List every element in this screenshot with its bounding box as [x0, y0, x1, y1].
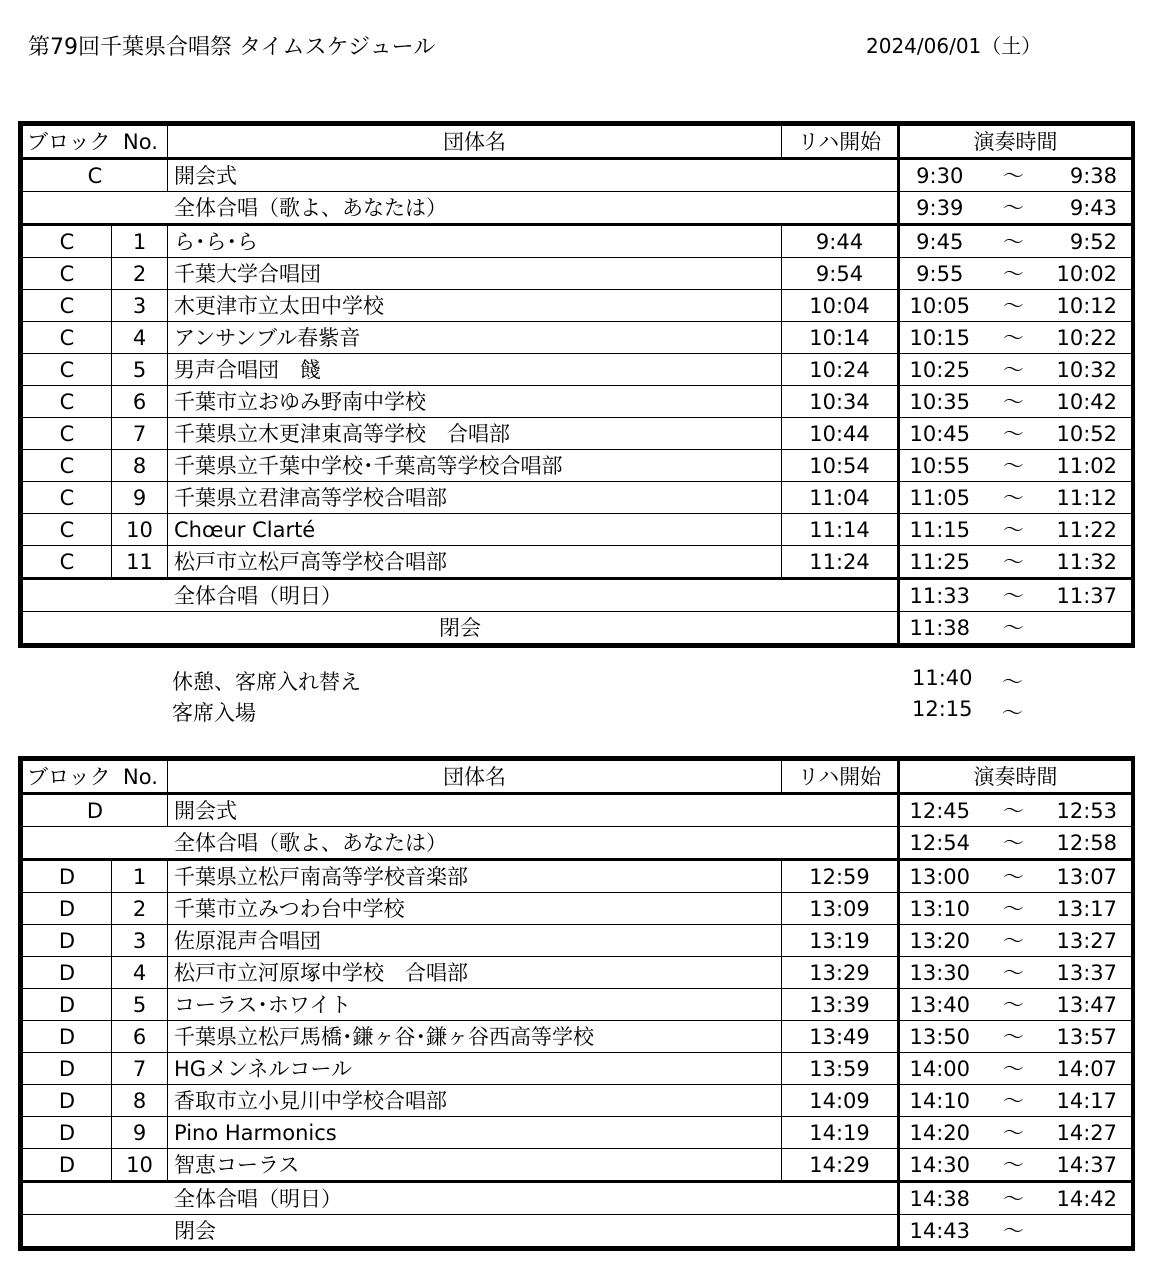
group-row [23, 1053, 1132, 1085]
tilde-mark: ～ [980, 192, 1048, 225]
end-time: 10:52 [1048, 418, 1132, 450]
group-block: D [23, 860, 112, 893]
group-name: 千葉県立君津高等学校合唱部 [168, 482, 782, 514]
group-rehearsal: 11:14 [782, 514, 899, 546]
tilde-mark: ～ [980, 1021, 1048, 1053]
tilde-mark: ～ [980, 546, 1048, 579]
closing-row [23, 1215, 1132, 1247]
group-no: 10 [112, 1149, 168, 1182]
end-time [1048, 1215, 1132, 1247]
group-name: アンサンブル春紫音 [168, 322, 782, 354]
group-name: Chœur Clarté [168, 514, 782, 546]
group-no: 6 [112, 386, 168, 418]
entry-label: 客席入場 [172, 701, 256, 725]
group-no: 2 [112, 258, 168, 290]
start-time: 14:43 [899, 1215, 980, 1247]
closing-name: 閉会 [23, 612, 899, 644]
end-time [1048, 612, 1132, 644]
tilde-mark: ～ [980, 418, 1048, 450]
group-row [23, 418, 1132, 450]
group-no: 9 [112, 482, 168, 514]
start-time: 10:25 [899, 354, 980, 386]
header-block: ブロック [27, 129, 111, 154]
group-rehearsal: 13:09 [782, 893, 899, 925]
table-header-row [23, 126, 1132, 159]
group-no: 2 [112, 893, 168, 925]
group-row [23, 386, 1132, 418]
header-performance: 演奏時間 [899, 126, 1132, 159]
opening-row [23, 159, 1132, 192]
end-time: 13:27 [1048, 925, 1132, 957]
start-time: 12:45 [899, 794, 980, 827]
start-time: 13:10 [899, 893, 980, 925]
end-time: 10:12 [1048, 290, 1132, 322]
end-time: 10:22 [1048, 322, 1132, 354]
group-rehearsal: 9:54 [782, 258, 899, 290]
end-time: 14:27 [1048, 1117, 1132, 1149]
start-time: 10:45 [899, 418, 980, 450]
tilde-mark: ～ [980, 1215, 1048, 1247]
start-time: 9:45 [899, 225, 980, 258]
start-time: 9:39 [899, 192, 980, 225]
schedule-table-block-c [18, 121, 1135, 648]
tilde-mark: ～ [980, 354, 1048, 386]
opening-name: 開会式 [168, 794, 899, 827]
start-time: 14:10 [899, 1085, 980, 1117]
group-row [23, 989, 1132, 1021]
end-time: 11:37 [1048, 579, 1132, 612]
start-time: 13:00 [899, 860, 980, 893]
group-block: C [23, 386, 112, 418]
group-rehearsal: 10:44 [782, 418, 899, 450]
group-row [23, 290, 1132, 322]
group-row [23, 322, 1132, 354]
table-header-row [23, 761, 1132, 794]
group-row [23, 450, 1132, 482]
end-time: 11:32 [1048, 546, 1132, 579]
start-time: 10:05 [899, 290, 980, 322]
header-no: No. [123, 764, 158, 789]
header-no: No. [123, 129, 158, 154]
group-name: 千葉県立松戸馬橋･鎌ヶ谷･鎌ヶ谷西高等学校 [168, 1021, 782, 1053]
group-name: Pino Harmonics [168, 1117, 782, 1149]
group-name: 千葉大学合唱団 [168, 258, 782, 290]
group-name: 男声合唱団 餞 [168, 354, 782, 386]
start-time: 14:30 [899, 1149, 980, 1182]
group-rehearsal: 11:24 [782, 546, 899, 579]
group-block: D [23, 1117, 112, 1149]
start-time: 12:54 [899, 827, 980, 860]
group-name: ら･ら･ら [168, 225, 782, 258]
chorus-close-name: 全体合唱（明日） [23, 579, 899, 612]
tilde-mark: ～ [980, 450, 1048, 482]
end-time: 12:58 [1048, 827, 1132, 860]
entry-start: 12:15 [912, 697, 973, 721]
tilde-mark: ～ [980, 612, 1048, 644]
group-row [23, 893, 1132, 925]
group-name: コーラス･ホワイト [168, 989, 782, 1021]
end-time: 14:17 [1048, 1085, 1132, 1117]
tilde-mark: ～ [980, 1182, 1048, 1215]
chorus-open-row [23, 192, 1132, 225]
start-time: 11:33 [899, 579, 980, 612]
group-block: C [23, 354, 112, 386]
tilde-mark: ～ [980, 794, 1048, 827]
group-rehearsal: 11:04 [782, 482, 899, 514]
group-no: 3 [112, 290, 168, 322]
group-row [23, 860, 1132, 893]
group-block: D [23, 1149, 112, 1182]
group-block: D [23, 1085, 112, 1117]
group-rehearsal: 10:24 [782, 354, 899, 386]
tilde-mark: ～ [980, 225, 1048, 258]
group-no: 8 [112, 1085, 168, 1117]
group-name: 千葉県立松戸南高等学校音楽部 [168, 860, 782, 893]
end-time: 9:52 [1048, 225, 1132, 258]
tilde-mark: ～ [980, 957, 1048, 989]
group-name: 佐原混声合唱団 [168, 925, 782, 957]
tilde-mark: ～ [980, 482, 1048, 514]
group-name: 松戸市立河原塚中学校 合唱部 [168, 957, 782, 989]
break-tilde: ～ [1002, 670, 1023, 694]
chorus-open-row [23, 827, 1132, 860]
tilde-mark: ～ [980, 893, 1048, 925]
start-time: 11:25 [899, 546, 980, 579]
end-time: 11:02 [1048, 450, 1132, 482]
start-time: 13:50 [899, 1021, 980, 1053]
end-time: 9:43 [1048, 192, 1132, 225]
group-rehearsal: 10:04 [782, 290, 899, 322]
group-name: 香取市立小見川中学校合唱部 [168, 1085, 782, 1117]
group-row [23, 482, 1132, 514]
group-rehearsal: 13:29 [782, 957, 899, 989]
group-row [23, 354, 1132, 386]
end-time: 11:22 [1048, 514, 1132, 546]
tilde-mark: ～ [980, 514, 1048, 546]
closing-row [23, 612, 1132, 644]
break-label: 休憩、客席入れ替え [172, 670, 361, 694]
group-no: 10 [112, 514, 168, 546]
tilde-mark: ～ [980, 290, 1048, 322]
group-no: 7 [112, 1053, 168, 1085]
chorus-close-row [23, 579, 1132, 612]
group-no: 5 [112, 989, 168, 1021]
start-time: 9:55 [899, 258, 980, 290]
group-name: HGメンネルコール [168, 1053, 782, 1085]
end-time: 11:12 [1048, 482, 1132, 514]
group-no: 5 [112, 354, 168, 386]
header-performance: 演奏時間 [899, 761, 1132, 794]
header-rehearsal: リハ開始 [782, 761, 899, 794]
group-block: D [23, 957, 112, 989]
start-time: 13:20 [899, 925, 980, 957]
header-block: ブロック [27, 764, 111, 789]
group-block: D [23, 893, 112, 925]
chorus-close-name: 全体合唱（明日） [23, 1182, 899, 1215]
group-rehearsal: 13:49 [782, 1021, 899, 1053]
start-time: 10:35 [899, 386, 980, 418]
start-time: 13:30 [899, 957, 980, 989]
tilde-mark: ～ [980, 989, 1048, 1021]
start-time: 11:05 [899, 482, 980, 514]
group-no: 9 [112, 1117, 168, 1149]
end-time: 13:17 [1048, 893, 1132, 925]
tilde-mark: ～ [980, 579, 1048, 612]
group-block: C [23, 546, 112, 579]
start-time: 14:00 [899, 1053, 980, 1085]
end-time: 9:38 [1048, 159, 1132, 192]
group-rehearsal: 14:19 [782, 1117, 899, 1149]
group-rehearsal: 9:44 [782, 225, 899, 258]
group-block: C [23, 258, 112, 290]
event-date: 2024/06/01（土） [866, 34, 1042, 58]
group-name: 千葉県立千葉中学校･千葉高等学校合唱部 [168, 450, 782, 482]
start-time: 14:38 [899, 1182, 980, 1215]
end-time: 14:37 [1048, 1149, 1132, 1182]
tilde-mark: ～ [980, 1117, 1048, 1149]
group-row [23, 1085, 1132, 1117]
group-rehearsal: 13:59 [782, 1053, 899, 1085]
end-time: 13:07 [1048, 860, 1132, 893]
group-row [23, 258, 1132, 290]
group-block: C [23, 418, 112, 450]
end-time: 10:42 [1048, 386, 1132, 418]
end-time: 12:53 [1048, 794, 1132, 827]
chorus-open-name: 全体合唱（歌よ、あなたは） [23, 192, 899, 225]
group-name: 千葉市立おゆみ野南中学校 [168, 386, 782, 418]
end-time: 13:47 [1048, 989, 1132, 1021]
tilde-mark: ～ [980, 1053, 1048, 1085]
tilde-mark: ～ [980, 1149, 1048, 1182]
group-row [23, 1117, 1132, 1149]
group-block: C [23, 322, 112, 354]
group-name: 千葉市立みつわ台中学校 [168, 893, 782, 925]
end-time: 14:42 [1048, 1182, 1132, 1215]
start-time: 13:40 [899, 989, 980, 1021]
group-no: 1 [112, 860, 168, 893]
tilde-mark: ～ [980, 322, 1048, 354]
group-rehearsal: 10:54 [782, 450, 899, 482]
closing-name: 閉会 [23, 1215, 899, 1247]
tilde-mark: ～ [980, 925, 1048, 957]
group-no: 11 [112, 546, 168, 579]
group-no: 3 [112, 925, 168, 957]
chorus-close-row [23, 1182, 1132, 1215]
header-block-no [23, 761, 168, 794]
header-rehearsal: リハ開始 [782, 126, 899, 159]
group-rehearsal: 12:59 [782, 860, 899, 893]
schedule-table-block-d [18, 756, 1135, 1251]
group-no: 6 [112, 1021, 168, 1053]
group-rehearsal: 14:29 [782, 1149, 899, 1182]
group-row [23, 925, 1132, 957]
group-block: C [23, 482, 112, 514]
group-name: 松戸市立松戸高等学校合唱部 [168, 546, 782, 579]
header-block-no [23, 126, 168, 159]
group-block: D [23, 989, 112, 1021]
tilde-mark: ～ [980, 159, 1048, 192]
group-row [23, 546, 1132, 579]
tilde-mark: ～ [980, 1085, 1048, 1117]
group-row [23, 514, 1132, 546]
header-name: 団体名 [168, 761, 782, 794]
group-row [23, 1149, 1132, 1182]
end-time: 10:32 [1048, 354, 1132, 386]
group-block: C [23, 290, 112, 322]
group-name: 智恵コーラス [168, 1149, 782, 1182]
group-row [23, 1021, 1132, 1053]
group-rehearsal: 14:09 [782, 1085, 899, 1117]
start-time: 11:15 [899, 514, 980, 546]
opening-block: D [23, 794, 168, 827]
end-time: 14:07 [1048, 1053, 1132, 1085]
group-name: 千葉県立木更津東高等学校 合唱部 [168, 418, 782, 450]
group-no: 8 [112, 450, 168, 482]
group-block: D [23, 1053, 112, 1085]
group-rehearsal: 10:14 [782, 322, 899, 354]
group-no: 4 [112, 957, 168, 989]
group-rehearsal: 13:19 [782, 925, 899, 957]
opening-name: 開会式 [168, 159, 899, 192]
header-name: 団体名 [168, 126, 782, 159]
break-start: 11:40 [912, 666, 973, 690]
end-time: 13:37 [1048, 957, 1132, 989]
group-block: C [23, 225, 112, 258]
start-time: 14:20 [899, 1117, 980, 1149]
group-row [23, 225, 1132, 258]
opening-block: C [23, 159, 168, 192]
group-block: D [23, 925, 112, 957]
tilde-mark: ～ [980, 827, 1048, 860]
entry-tilde: ～ [1002, 701, 1023, 725]
group-rehearsal: 10:34 [782, 386, 899, 418]
page-title: 第79回千葉県合唱祭 タイムスケジュール [28, 35, 436, 60]
end-time: 13:57 [1048, 1021, 1132, 1053]
tilde-mark: ～ [980, 258, 1048, 290]
chorus-open-name: 全体合唱（歌よ、あなたは） [23, 827, 899, 860]
tilde-mark: ～ [980, 860, 1048, 893]
group-rehearsal: 13:39 [782, 989, 899, 1021]
opening-row [23, 794, 1132, 827]
start-time: 10:15 [899, 322, 980, 354]
group-no: 4 [112, 322, 168, 354]
group-name: 木更津市立太田中学校 [168, 290, 782, 322]
group-block: C [23, 514, 112, 546]
group-no: 7 [112, 418, 168, 450]
start-time: 9:30 [899, 159, 980, 192]
tilde-mark: ～ [980, 386, 1048, 418]
end-time: 10:02 [1048, 258, 1132, 290]
group-block: D [23, 1021, 112, 1053]
group-no: 1 [112, 225, 168, 258]
start-time: 11:38 [899, 612, 980, 644]
group-row [23, 957, 1132, 989]
start-time: 10:55 [899, 450, 980, 482]
group-block: C [23, 450, 112, 482]
